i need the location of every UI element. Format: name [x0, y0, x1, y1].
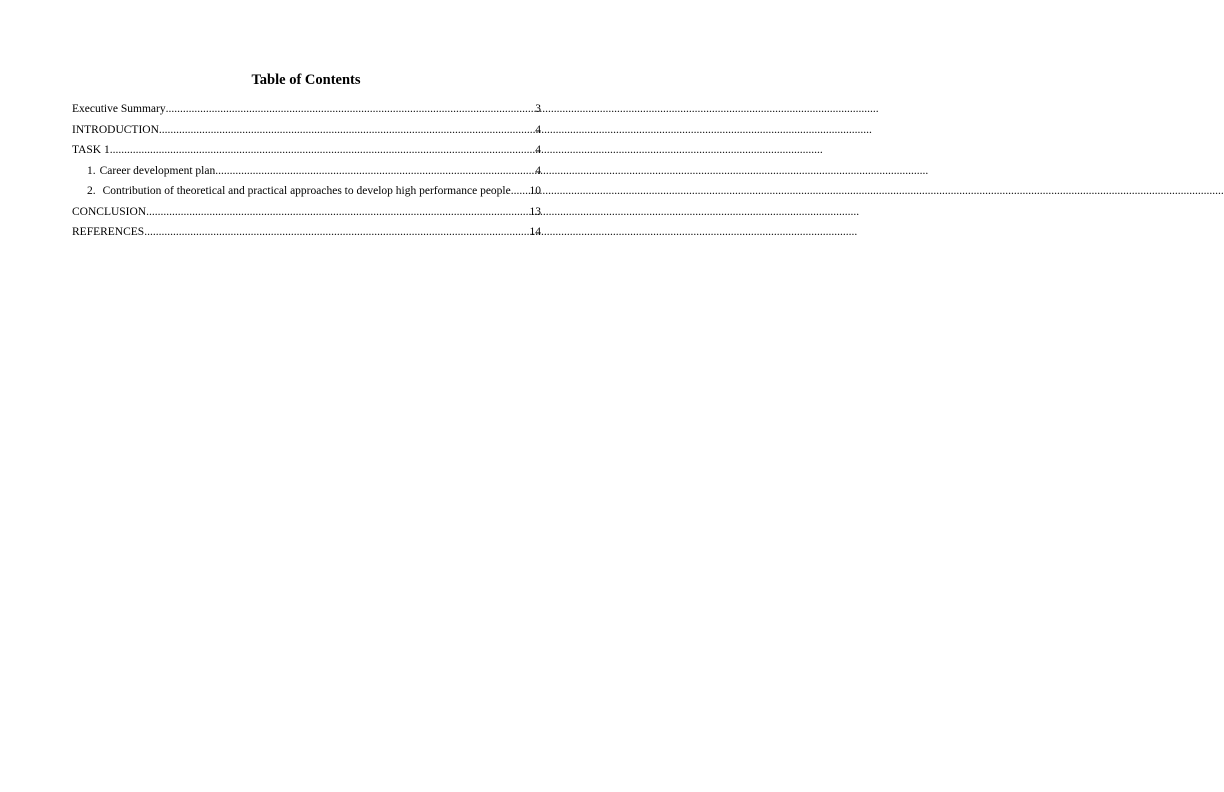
toc-page-number: 4	[535, 144, 541, 156]
toc-entry-number: 2.	[87, 185, 96, 197]
toc-dot-leader	[144, 224, 529, 241]
toc-entry-conclusion[interactable]	[72, 204, 541, 225]
toc-page-number: 4	[535, 164, 541, 177]
toc-entry-text: REFERENCES	[72, 226, 145, 238]
toc-dot-leader	[166, 101, 536, 118]
toc-entry-task-1[interactable]	[72, 142, 541, 163]
toc-entry-text: Contribution of theoretical and practical approaches to develop high performance people	[102, 185, 511, 197]
toc-heading: Table of Contents	[251, 72, 361, 88]
toc-entry-contribution-approaches[interactable]	[72, 183, 541, 204]
toc-dot-leader	[110, 142, 536, 159]
toc-entry-introduction[interactable]	[72, 122, 541, 143]
toc-entry-career-development-plan[interactable]	[72, 163, 541, 184]
toc-page-number: 4	[535, 123, 541, 136]
toc-entry-text: TASK 1	[72, 144, 110, 156]
toc-dot-leader	[215, 163, 535, 180]
toc-page-number: 3	[535, 103, 541, 115]
toc-list	[72, 101, 541, 245]
toc-entry-executive-summary[interactable]	[72, 101, 541, 122]
toc-dot-leader	[159, 122, 535, 139]
toc-entry-number: 1.	[87, 164, 96, 177]
toc-page-number: 14	[529, 226, 541, 238]
toc-entry-text: CONCLUSION	[72, 205, 147, 218]
toc-page-number: 13	[529, 205, 541, 218]
toc-entry-text: INTRODUCTION	[72, 123, 159, 136]
toc-page-number: 10	[529, 185, 541, 197]
toc-entry-text: Career development plan	[99, 164, 216, 177]
toc-entry-references[interactable]	[72, 224, 541, 245]
toc-dot-leader	[511, 183, 530, 200]
toc-entry-text: Executive Summary	[72, 103, 166, 115]
toc-dot-leader	[146, 204, 529, 221]
